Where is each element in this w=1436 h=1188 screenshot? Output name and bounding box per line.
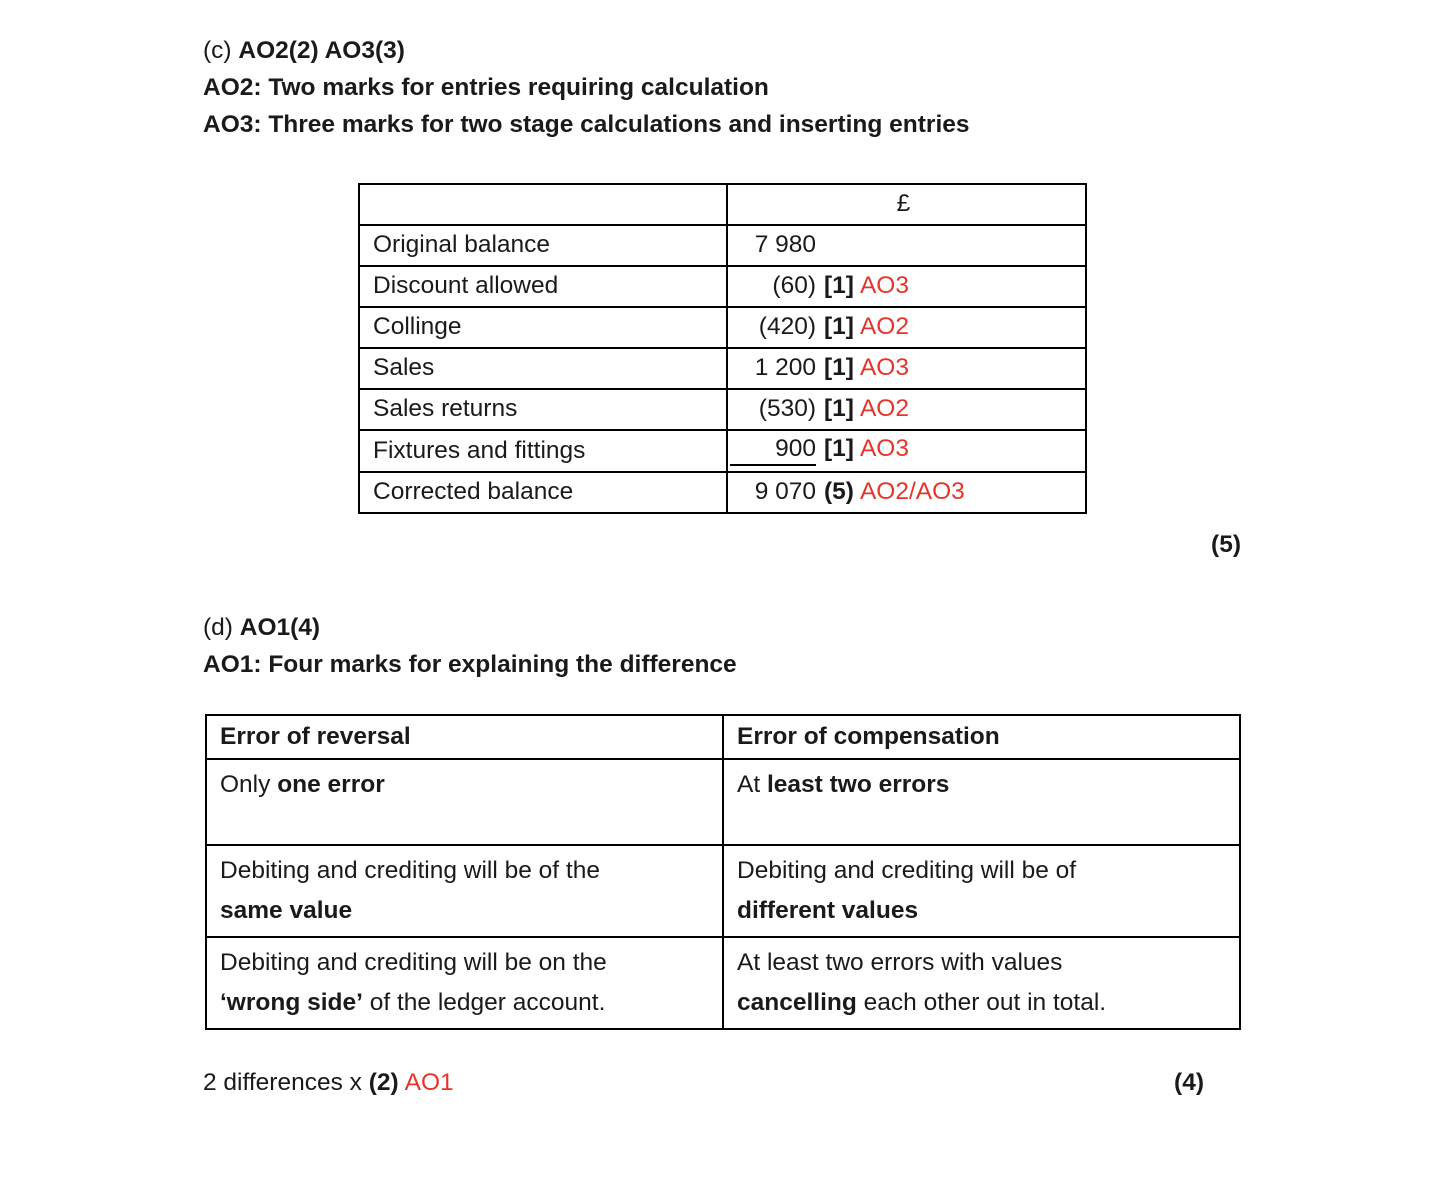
row-value-cell (727, 225, 1086, 266)
comparison-cell (206, 937, 723, 1029)
table-header-row (359, 184, 1086, 225)
footer-text: 2 differences x (203, 1069, 369, 1096)
row-label: Original balance (359, 225, 727, 266)
footer-mark-note (203, 1064, 454, 1101)
header-empty-cell (359, 184, 727, 225)
amount: (60) (772, 272, 816, 299)
row-label: Discount allowed (359, 266, 727, 307)
amount: (530) (758, 395, 816, 422)
cell-text: At least two errors with values (737, 949, 1063, 976)
table-row (359, 307, 1086, 348)
cell-text-bold: one error (277, 771, 385, 798)
cell-text: of the ledger account. (362, 989, 606, 1016)
comparison-row (206, 759, 1240, 845)
mark-allocation: [1] (824, 435, 854, 462)
table-row (359, 430, 1086, 472)
section-d-heading (203, 609, 1436, 683)
footer-line (203, 1064, 1204, 1101)
balance-correction-table (358, 183, 1087, 514)
ao-tag: AO3 (859, 354, 909, 381)
table-row (359, 348, 1086, 389)
amount: 9 070 (754, 478, 816, 505)
row-value-cell (727, 472, 1086, 513)
section-c-title-line (203, 32, 1436, 69)
cell-text-bold: cancelling (737, 989, 857, 1016)
comparison-header-row (206, 715, 1240, 759)
cell-text: Only (220, 771, 278, 798)
cell-text: At (737, 771, 767, 798)
section-d-total-marks: (4) (1174, 1069, 1204, 1096)
cell-text: Debiting and crediting will be on the (220, 949, 607, 976)
footer-mark: (2) (368, 1069, 399, 1096)
mark-allocation: [1] (824, 272, 854, 299)
amount: (420) (758, 313, 816, 340)
cell-text-bold: ‘wrong side’ (220, 989, 363, 1016)
comparison-cell (206, 845, 723, 937)
ao-tag: AO2 (859, 395, 909, 422)
section-c-ao2-description: AO2: Two marks for entries requiring calculation (203, 74, 769, 101)
mark-allocation: (5) (824, 478, 854, 505)
cell-text-bold: least two errors (766, 771, 950, 798)
table-row (359, 389, 1086, 430)
comparison-cell (723, 937, 1240, 1029)
section-c-ao-summary: AO2(2) AO3(3) (238, 37, 405, 64)
section-d-title-line (203, 609, 1436, 646)
cell-text-bold: same value (220, 897, 353, 924)
table-row (359, 266, 1086, 307)
currency-header-cell: £ (727, 184, 1086, 225)
section-c-ao3-description: AO3: Three marks for two stage calculations and inserting entries (203, 111, 970, 138)
row-label: Fixtures and fittings (359, 430, 727, 472)
ao-tag: AO3 (859, 272, 909, 299)
ao-tag: AO2 (859, 313, 909, 340)
cell-text: each other out in total. (856, 989, 1107, 1016)
amount: 7 980 (754, 231, 816, 258)
comparison-row (206, 845, 1240, 937)
comparison-cell (206, 759, 723, 845)
amount: 1 200 (754, 354, 816, 381)
row-value-cell (727, 430, 1086, 472)
section-d-label: (d) (203, 614, 240, 641)
comparison-cell (723, 845, 1240, 937)
section-d-ao1-description: AO1: Four marks for explaining the difference (203, 651, 737, 678)
cell-text: Debiting and crediting will be of the (220, 857, 600, 884)
section-c-label: (c) (203, 37, 239, 64)
column-header-error-of-compensation: Error of compensation (723, 715, 1240, 759)
error-comparison-table (205, 714, 1241, 1030)
mark-allocation: [1] (824, 313, 854, 340)
section-c-total-marks: (5) (1211, 531, 1241, 558)
section-c-heading (203, 32, 1436, 143)
row-value-cell (727, 266, 1086, 307)
ao-tag: AO3 (859, 435, 909, 462)
comparison-row (206, 937, 1240, 1029)
amount-underlined: 900 (730, 435, 816, 466)
ao-tag: AO2/AO3 (859, 478, 965, 505)
cell-text-bold: different values (737, 897, 919, 924)
row-label: Sales returns (359, 389, 727, 430)
row-label: Sales (359, 348, 727, 389)
row-label: Corrected balance (359, 472, 727, 513)
row-label: Collinge (359, 307, 727, 348)
section-d-ao-summary: AO1(4) (239, 614, 321, 641)
row-value-cell (727, 348, 1086, 389)
column-header-error-of-reversal: Error of reversal (206, 715, 723, 759)
mark-allocation: [1] (824, 354, 854, 381)
comparison-cell (723, 759, 1240, 845)
table-row (359, 472, 1086, 513)
footer-ao-tag: AO1 (404, 1069, 454, 1096)
mark-allocation: [1] (824, 395, 854, 422)
mark-scheme-page (0, 32, 1436, 1101)
row-value-cell (727, 389, 1086, 430)
row-value-cell (727, 307, 1086, 348)
table-row (359, 225, 1086, 266)
cell-text: Debiting and crediting will be of (737, 857, 1077, 884)
